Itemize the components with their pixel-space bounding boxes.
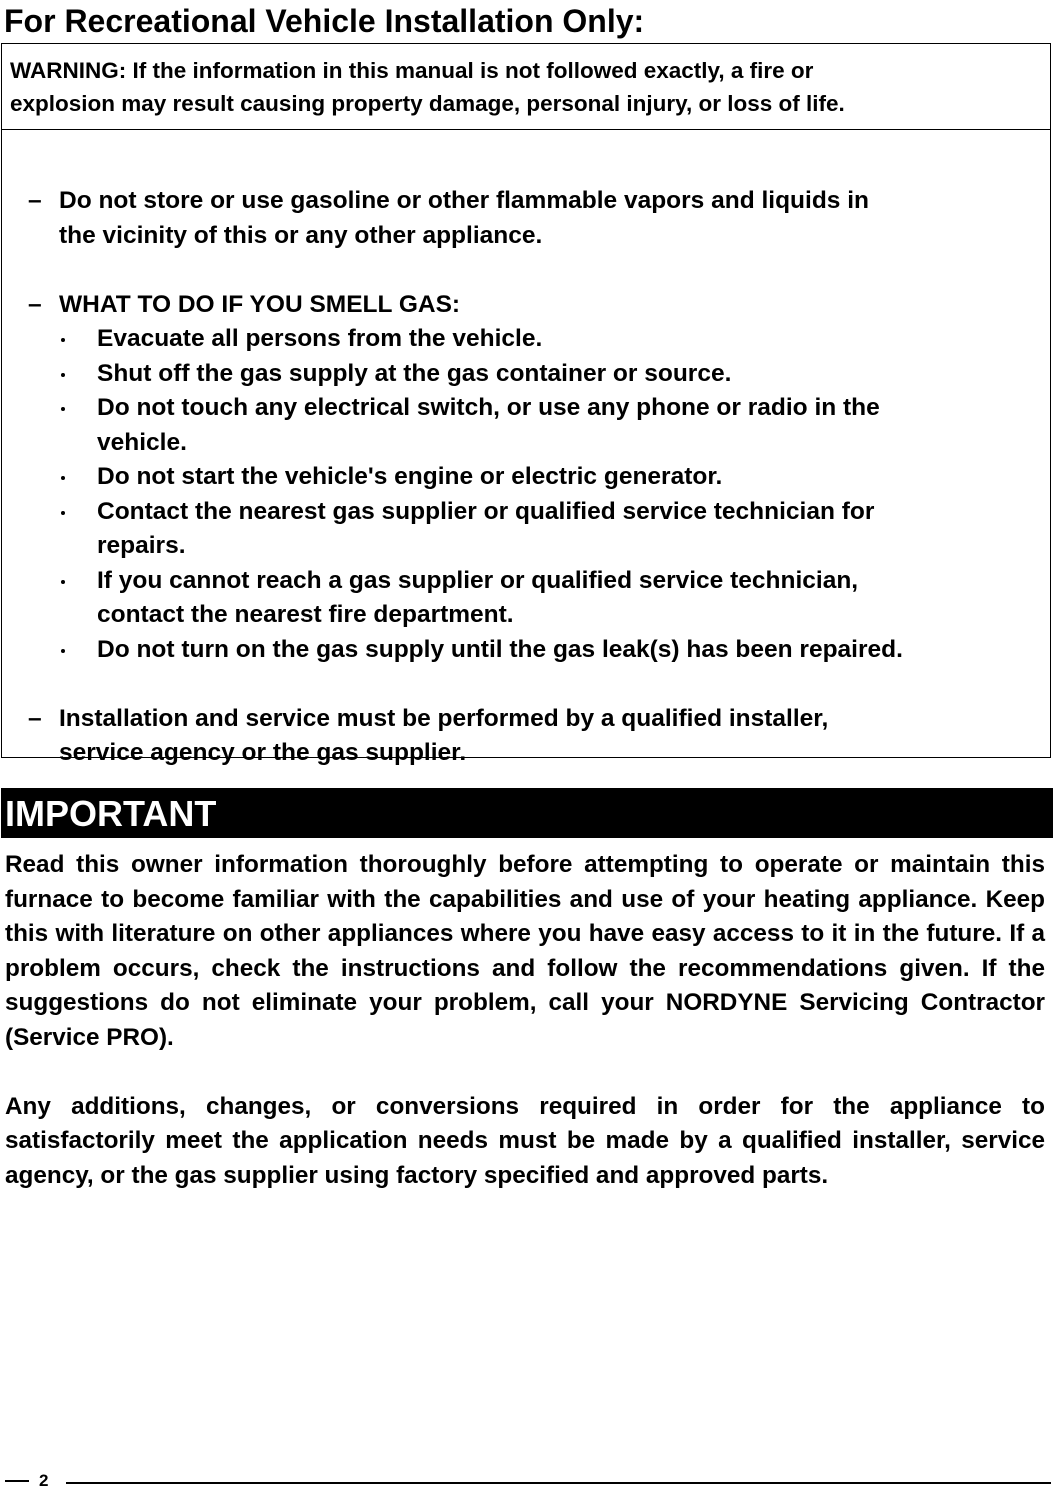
warning-item-smell-gas <box>2 288 903 668</box>
bullet-dot-icon <box>61 511 65 515</box>
important-banner <box>1 788 1053 838</box>
list-item-line: Shut off the gas supply at the gas container or source. <box>97 359 732 387</box>
warning-header-line: explosion may result causing property damage, personal injury, or loss of life. <box>10 91 845 116</box>
important-paragraph: Read this owner information thoroughly before attempting to operate or maintain this furnace to become familiar with the capabilities and use of your heating appliance. Keep this with literature on other appliances where you have easy access to it in the future. If a problem occurs, check the instructions and follow the recommendations given. If the suggestions do not eliminate your problem, call your NORDYNE Servicing Contractor (Service PRO). <box>5 851 1045 1051</box>
bullet-dot-icon <box>61 476 65 480</box>
list-item <box>59 495 903 564</box>
page-footer <box>0 1470 1058 1490</box>
list-item <box>59 357 903 392</box>
warning-box <box>1 43 1051 766</box>
dash-marker: – <box>28 187 42 214</box>
important-body <box>5 848 1045 1193</box>
list-item <box>59 460 903 495</box>
list-item-line: Do not touch any electrical switch, or use any phone or radio in the <box>97 394 880 421</box>
list-item-line: Do not start the vehicle's engine or electric generator. <box>97 463 723 490</box>
warning-header <box>2 44 1050 130</box>
list-item-line: Evacuate all persons from the vehicle. <box>97 325 543 352</box>
list-item-line: repairs. <box>97 532 186 559</box>
list-item <box>59 564 903 633</box>
warning-item-text-line: Do not store or use gasoline or other flammable vapors and liquids in <box>59 187 869 214</box>
footer-dash <box>5 1480 29 1482</box>
dash-marker: – <box>28 290 42 318</box>
warning-header-line: WARNING: If the information in this manual is not followed exactly, a fire or <box>10 58 814 83</box>
list-item-line: Contact the nearest gas supplier or qualified service technician for <box>97 497 875 525</box>
list-item <box>59 633 903 668</box>
bullet-dot-icon <box>61 580 65 584</box>
important-banner-label: IMPORTANT <box>5 793 217 834</box>
bullet-dot-icon <box>61 649 65 653</box>
bullet-dot-icon <box>61 373 65 377</box>
smell-gas-heading: WHAT TO DO IF YOU SMELL GAS: <box>59 290 461 318</box>
warning-item-text-line: service agency or the gas supplier. <box>59 739 467 766</box>
list-item-line: Do not turn on the gas supply until the gas leak(s) has been repaired. <box>97 635 903 663</box>
dash-marker: – <box>28 704 42 732</box>
list-item <box>59 391 903 460</box>
warning-list <box>2 184 903 771</box>
smell-gas-steps <box>59 322 903 667</box>
warning-item-no-flammables <box>2 184 903 253</box>
warning-item-qualified-installer <box>2 702 903 771</box>
list-item-line: vehicle. <box>97 428 187 456</box>
list-item-line: If you cannot reach a gas supplier or qualified service technician, <box>97 566 859 594</box>
page-number: 2 <box>39 1471 49 1490</box>
important-paragraph: Any additions, changes, or conversions required in order for the appliance to satisfactorily meet the application needs must be made by a qualified installer, service agency, or the gas supplier using factory specified and approved parts. <box>5 1092 1045 1189</box>
list-item <box>59 322 903 357</box>
warning-item-text-line: the vicinity of this or any other appliance. <box>59 221 543 249</box>
bullet-dot-icon <box>61 407 65 411</box>
page-title: For Recreational Vehicle Installation Only: <box>4 3 645 39</box>
list-item-line: contact the nearest fire department. <box>97 601 514 628</box>
footer-rule <box>66 1482 1051 1484</box>
warning-item-text-line: Installation and service must be performed by a qualified installer, <box>59 704 829 732</box>
bullet-dot-icon <box>61 338 65 342</box>
